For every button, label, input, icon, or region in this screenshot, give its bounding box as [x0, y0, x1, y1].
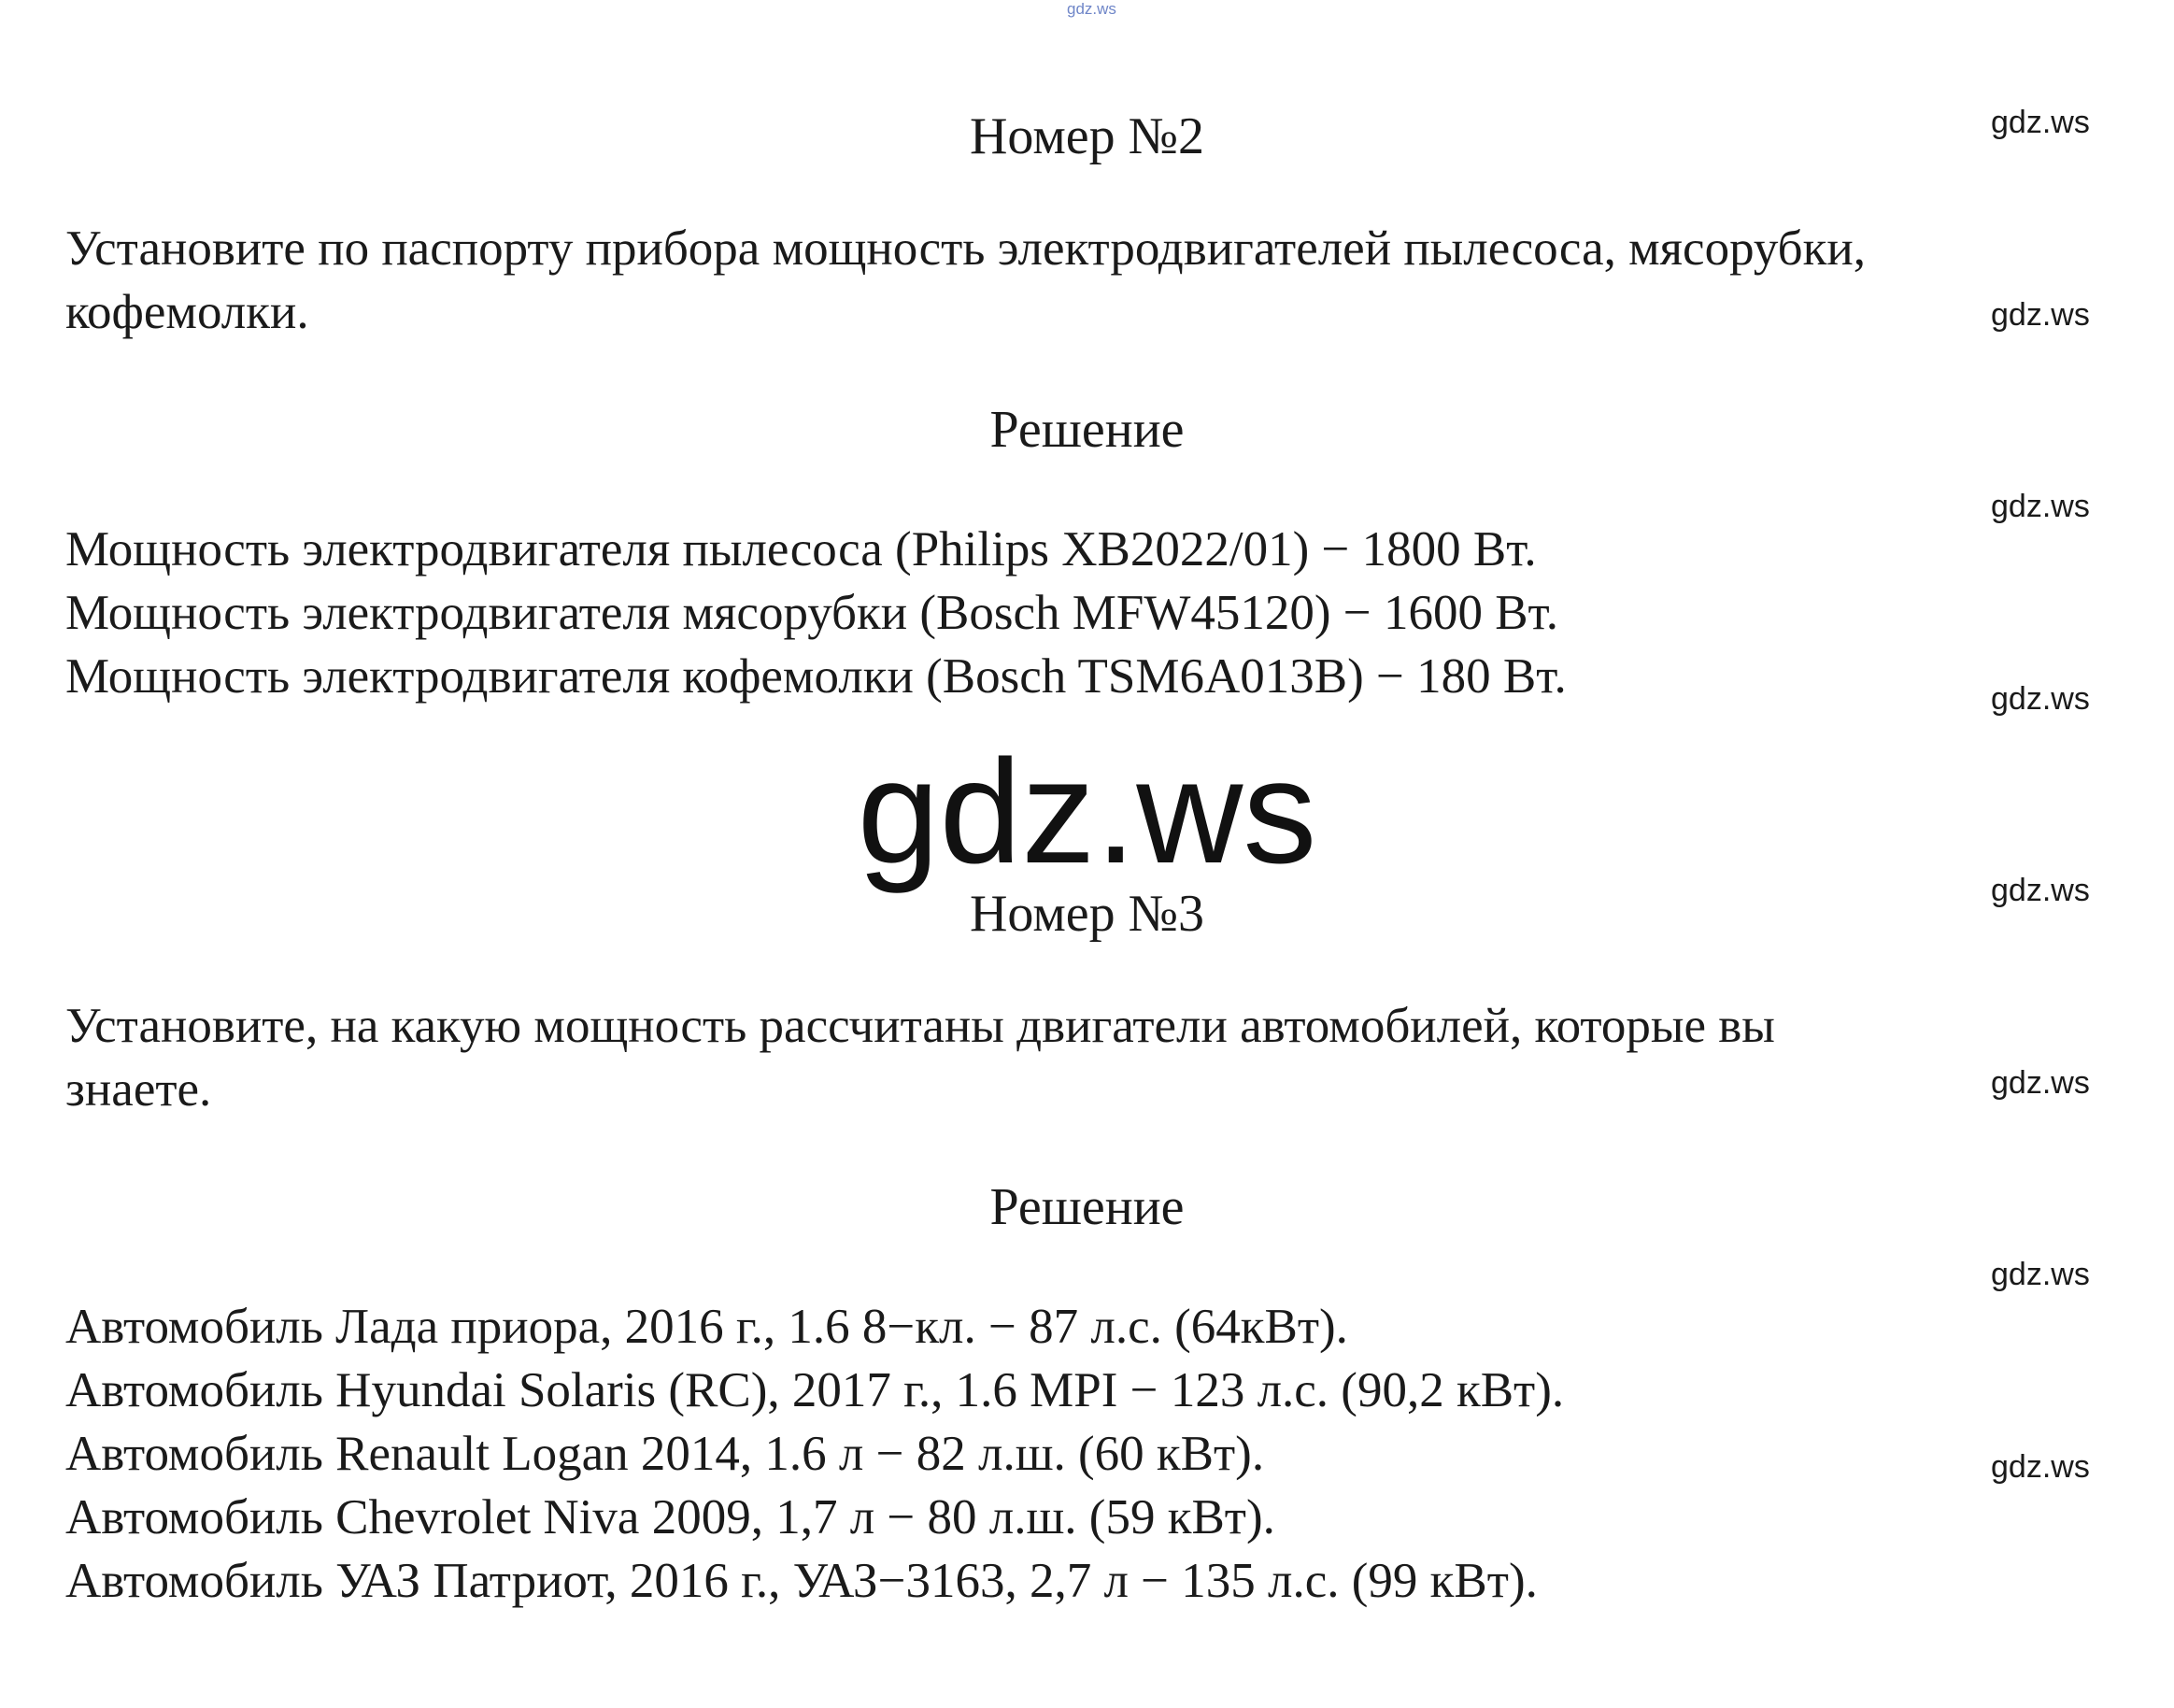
task3-answer-line: Автомобиль Hyundai Solaris (RC), 2017 г., 1.6 MPI − 123 л.с. (90,2 кВт).	[65, 1363, 1565, 1417]
task3-answer-line: Автомобиль Chevrolet Niva 2009, 1,7 л − 80 л.ш. (59 кВт).	[65, 1490, 1275, 1544]
watermark-side: gdz.ws	[1991, 873, 2090, 908]
task3-answer	[65, 1295, 2121, 1613]
watermark-side: gdz.ws	[1991, 1449, 2090, 1485]
task3-answer-line: Автомобиль Лада приора, 2016 г., 1.6 8−кл. − 87 л.с. (64кВт).	[65, 1300, 1348, 1354]
task3-question-line: знаете.	[65, 1062, 212, 1117]
task2-answer-line: Мощность электродвигателя пылесоса (Philips XB2022/01) − 1800 Вт.	[65, 522, 1537, 576]
task2-title: Номер №2	[969, 107, 1205, 165]
task3-question	[65, 994, 2121, 1121]
task2-answer	[65, 518, 2121, 708]
watermark-side: gdz.ws	[1991, 489, 2090, 524]
watermark-side: gdz.ws	[1991, 297, 2090, 333]
task2-question-line: кофемолки.	[65, 285, 309, 339]
task2-solution-title: Решение	[989, 401, 1185, 459]
watermark-side: gdz.ws	[1991, 681, 2090, 717]
task2-question-line: Установите по паспорту прибора мощность электродвигателей пылесоса, мясорубки,	[65, 221, 1866, 276]
task2-answer-line: Мощность электродвигателя кофемолки (Bosch TSM6A013B) − 180 Вт.	[65, 649, 1567, 704]
task2-answer-line: Мощность электродвигателя мясорубки (Bosch MFW45120) − 1600 Вт.	[65, 586, 1558, 640]
task3-question-line: Установите, на какую мощность рассчитаны двигатели автомобилей, которые вы	[65, 999, 1775, 1053]
watermark-top: gdz.ws	[1067, 0, 1116, 18]
task3-answer-line: Автомобиль Renault Logan 2014, 1.6 л − 82 л.ш. (60 кВт).	[65, 1427, 1265, 1481]
task2-question	[65, 217, 2121, 344]
watermark-side: gdz.ws	[1991, 105, 2090, 140]
task3-title: Номер №3	[969, 885, 1205, 943]
watermark-side: gdz.ws	[1991, 1257, 2090, 1292]
task3-answer-line: Автомобиль УАЗ Патриот, 2016 г., УАЗ−3163, 2,7 л − 135 л.с. (99 кВт).	[65, 1554, 1538, 1608]
watermark-center: gdz.ws	[857, 730, 1317, 894]
watermark-side: gdz.ws	[1991, 1065, 2090, 1101]
task3-solution-title: Решение	[989, 1178, 1185, 1236]
